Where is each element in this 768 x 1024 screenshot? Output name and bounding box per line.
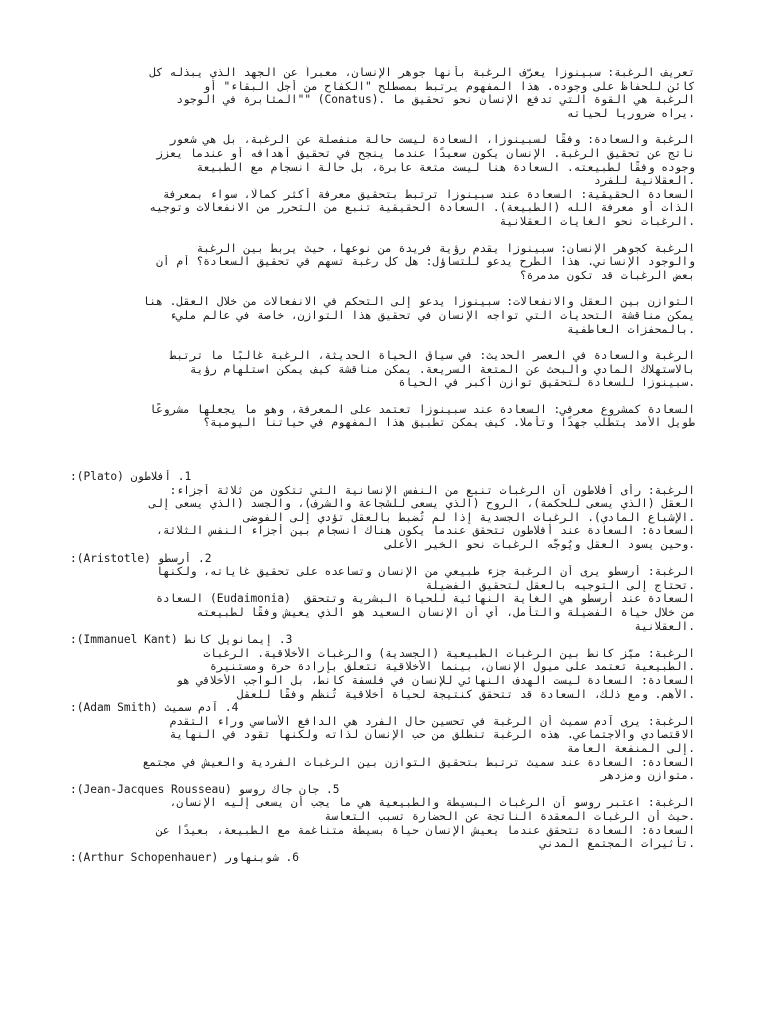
- intro-paragraph: [70, 133, 695, 228]
- philosopher-heading: 4. آدم سميث (Adam Smith):: [70, 701, 239, 715]
- text-line: الاقتصادي والاجتماعي. هذه الرغبة تنطلق من حب الإنسان لذاته ولكنها تقود في النهاية: [169, 728, 695, 742]
- text-line: .الطبيعية تعتمد على ميول الإنسان، بينما الأخلاقية تتعلق بإرادة حرة ومستنيرة: [210, 660, 695, 674]
- philosopher-heading: 2. أرسطو (Aristotle):: [70, 551, 212, 565]
- text-line: .يراه ضرورياً لحياته: [567, 106, 695, 120]
- text-line: الرغبة: اعتبر روسو أن الرغبات البسيطة والطبيعية هي ما يجب أن يسعى إليه الإنسان،: [169, 796, 695, 810]
- document-page: [70, 66, 695, 864]
- text-line: السعادة: السعادة ليست الهدف النهائي للإنسان في فلسفة كانط، بل الواجب الأخلاقي هو: [176, 673, 695, 687]
- text-line: يمكن مناقشة التحديات التي تواجه الإنسان في تحقيق هذا التوازن، خاصة في عالم مليء: [169, 308, 695, 322]
- text-line: التوازن بين العقل والانفعالات: سبينوزا يدعو إلى التحكم في الانفعالات من خلال العقل. هنا: [142, 295, 695, 309]
- text-line: .الأهم. ومع ذلك، السعادة قد تتحقق كنتيجة لحياة أخلاقية تُنظم وفقًا للعقل: [236, 687, 695, 701]
- philosopher-heading: 1. أفلاطون (Plato):: [70, 470, 192, 484]
- text-line: طويل الأمد يتطلب جهدًا وتأملًا. كيف يمكن تطبيق هذا المفهوم في حياتنا اليومية؟: [203, 416, 695, 430]
- philosopher-heading: 5. جان جاك روسو (Jean-Jacques Rousseau):: [70, 782, 340, 796]
- text-line: الرغبة والسعادة: وفقًا لسبينوزا، السعادة ليست حالة منفصلة عن الرغبة، بل هي شعور: [169, 133, 695, 147]
- text-line: .العقلانية: [634, 619, 695, 633]
- text-line: .سبينوزا للسعادة لتحقيق توازن أكبر في الحياة: [398, 376, 695, 390]
- intro-paragraph: [70, 242, 695, 283]
- text-line: السعادة: السعادة تتحقق عندما يعيش الإنسان حياة بسيطة متناغمة مع الطبيعة، بعيدًا عن: [156, 823, 695, 837]
- text-line: بالاستهلاك المادي والبحث عن المتعة السريعة. يمكن مناقشة كيف يمكن استلهام رؤية: [189, 362, 695, 376]
- text-line: السعادة: السعادة عند أفلاطون تتحقق عندما يكون هناك انسجام بين أجزاء النفس الثلاثة،: [156, 524, 695, 538]
- text-line: العقل (الذي يسعى للحكمة)، الروح (الذي يسعى للشجاعة والشرف)، والجسد (الذي يسعى إلى: [149, 497, 695, 511]
- text-line: الرغبة: ميّز كانط بين الرغبات الطبيعية (الجسدية) والرغبات الأخلاقية. الرغبات: [203, 646, 695, 660]
- text-line: .الرغبات نحو الغايات العقلانية: [499, 214, 695, 228]
- text-line: الذات أو معرفة الله (الطبيعة). السعادة الحقيقية تنبع من التحرر من الانفعالات وتوجيه: [149, 201, 695, 215]
- text-line: .إلى المنفعة العامة: [567, 741, 695, 755]
- text-line: السعادة عند أرسطو هي الغاية النهائية للحياة البشرية وتتحقق (Eudaimonia) السعادة: [156, 592, 695, 606]
- intro-paragraph: [70, 66, 695, 120]
- text-line: الرغبة: يرى آدم سميث أن الرغبة في تحسين حال الفرد هي الدافع الأساسي وراء التقدم: [169, 714, 695, 728]
- philosophers-list: [70, 470, 695, 864]
- text-line: .وحين يسود العقل ويُوجّه الرغبات نحو الخير الأعلى: [385, 538, 695, 552]
- text-line: الرغبة هي القوة التي تدفع الإنسان نحو تحقيق ما .(Conatus) ""المثابرة في الوجود: [176, 93, 695, 107]
- text-line: .بالمحفزات العاطفية: [567, 322, 695, 336]
- text-line: السعادة: السعادة عند سميث ترتبط بتحقيق التوازن بين الرغبات الفردية والعيش في مجتمع: [142, 755, 695, 769]
- philosopher-heading: 3. إيمانويل كانط (Immanuel Kant):: [70, 633, 293, 647]
- text-line: الرغبة والسعادة في العصر الحديث: في سياق الحياة الحديثة، الرغبة غالبًا ما ترتبط: [169, 349, 695, 363]
- text-line: كائن للحفاظ على وجوده. هذا المفهوم يرتبط بمصطلح "الكفاح من أجل البقاء" أو: [203, 79, 695, 93]
- text-line: .متوازن ومزدهر: [600, 769, 695, 783]
- text-line: .تحتاج إلى التوجيه بالعقل لتحقيق الفضيلة: [425, 578, 695, 592]
- text-line: السعادة كمشروع معرفي: السعادة عند سبينوزا تعتمد على المعرفة، وهو ما يجعلها مشروعًا: [149, 402, 695, 416]
- text-line: الرغبة: رأى أفلاطون أن الرغبات تنبع من النفس الإنسانية التي تتكون من ثلاثة أجزاء:: [169, 483, 695, 497]
- intro-paragraph: [70, 349, 695, 390]
- text-line: وجوده وفقًا لطبيعته. السعادة هنا ليست متعة عابرة، بل حالة انسجام مع الطبيعة: [196, 160, 695, 174]
- text-line: الرغبة كجوهر الإنسان: سبينوزا يقدم رؤية فريدة من نوعها، حيث يربط بين الرغبة: [196, 241, 695, 255]
- intro-paragraph: [70, 403, 695, 430]
- text-line: .العقلانية للفرد: [593, 174, 695, 188]
- text-line: .حيث أن الرغبات المعقدة الناتجة عن الحضارة تسبب التعاسة: [324, 809, 695, 823]
- text-line: تعريف الرغبة: سبينوزا يعرّف الرغبة بأنها جوهر الإنسان، معبراً عن الجهد الذي يبذله كل: [149, 66, 695, 79]
- text-line: ناتج عن تحقيق الرغبة. الإنسان يكون سعيدًا عندما ينجح في تحقيق أهدافه أو عندما يعزز: [156, 146, 695, 160]
- text-line: .الإشباع المادي). الرغبات الجسدية إذا لم تُضبط بالعقل تؤدي إلى الفوضى: [243, 510, 695, 524]
- intro-paragraph: [70, 295, 695, 336]
- text-line: .تأثيرات المجتمع المدني: [540, 837, 695, 851]
- spacer: [70, 443, 695, 470]
- text-line: من خلال حياة الفضيلة والتأمل، أي أن الإنسان السعيد هو الذي يعيش وفقًا لطبيعته: [196, 606, 695, 619]
- text-line: بعض الرغبات قد تكون مدمرة؟: [519, 268, 695, 282]
- text-line: الرغبة: أرسطو يرى أن الرغبة جزء طبيعي من الإنسان وتساعده على تحقيق غاياته، ولكنها: [156, 565, 695, 579]
- philosopher-heading: 6. شوبنهاور (Arthur Schopenhauer):: [70, 850, 300, 864]
- text-line: السعادة الحقيقية: السعادة عند سبينوزا ترتبط بتحقيق معرفة أكثر كمالًا، سواء بمعرفة: [162, 187, 695, 201]
- text-line: والوجود الإنساني. هذا الطرح يدعو للتساؤل: هل كل رغبة تسهم في تحقيق السعادة؟ أم أن: [156, 255, 695, 269]
